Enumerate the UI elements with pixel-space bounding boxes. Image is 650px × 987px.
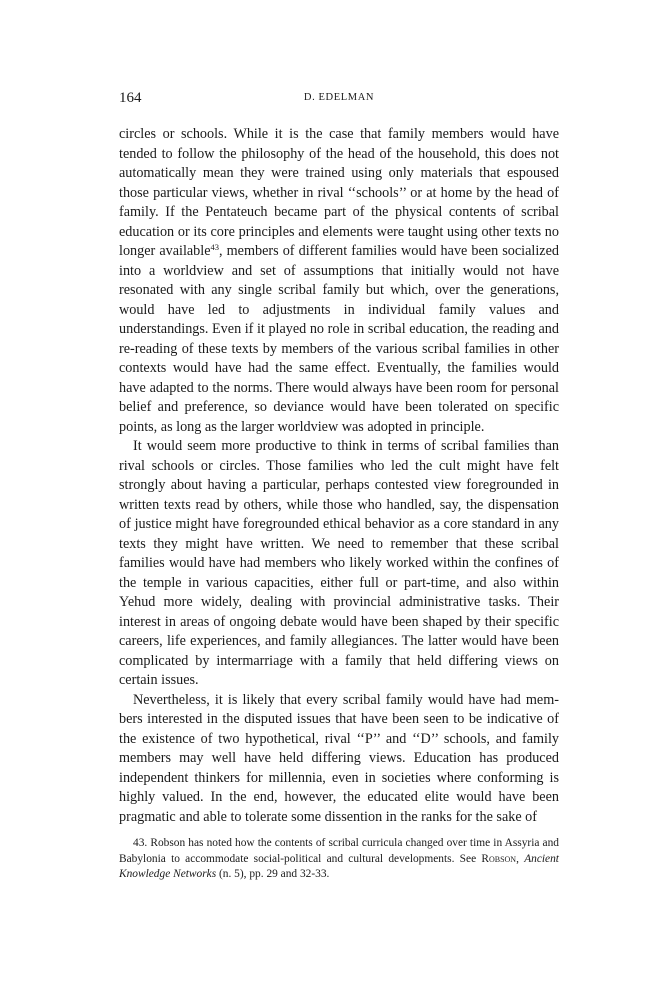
footnote-author: Robson — [481, 852, 517, 865]
footnote-separator: , — [516, 852, 525, 865]
paragraph-1 — [119, 125, 559, 437]
running-head — [119, 90, 559, 108]
paragraph-1-text-a: circles or schools. While it is the case that family members would have tended to follow the philosophy of the head of the household, this does not automatically mean they were trained using only materials that espoused those particular views, whether in rival ‘‘schools’’ or at home by the head of family. If the Pentateuch became part of the physical contents of scribal education or its core principles and elements were taught using other texts no longer available — [119, 126, 559, 259]
footnote-number: 43. — [133, 837, 148, 849]
running-title: D. EDELMAN — [303, 92, 375, 103]
paragraph-3: Nevertheless, it is likely that every scribal family would have had members interested in the disputed issues that have been seen to be indicative of the existence of two hypothetical, rival ‘‘P’’ and ‘‘D’’ schools, and family members may well have held differing views. Education has produced independent thinkers for millennia, even in societies where conforming is highly valued. In the end, however, the educated elite would have been pragmatic and able to tolerate some dissention in the ranks for the sake of — [119, 691, 559, 825]
paragraph-1-text-b: , members of different families would have been socialized into a worldview and set of assumptions that initially would not have resonated with any single scribal family but which, over the generations, would have led to adjustments in individual family values and understandings. Even if it played no role in scribal education, the reading and re-reading of these texts by members of the various scribal families in other contexts would have had the same effect. Eventually, the families would have adapted to the norms. There would always have been room for personal belief and preference, so deviance would have been tolerated on specific points, as long as the larger worldview was adopted in principle. — [119, 243, 559, 435]
footnote-43 — [119, 836, 559, 883]
page-number: 164 — [119, 90, 142, 106]
footnote-text-a: Robson has noted how the contents of scribal curricula changed over time in Assyria and Babylonia to accommodate social-political and cultural developments. See — [119, 837, 559, 865]
paragraph-2: It would seem more productive to think in terms of scribal families than rival schools or circles. Those families who led the cult might have felt strongly about having a particular, perhaps contested view foregrounded in written texts read by others, while those who handled, say, the dispensation of justice might have foregrounded ethical behavior as a core standard in any texts they might have written. We need to remember that these scribal families would have had members who likely worked within the confines of the temple in various capacities, either full or part-time, and also within Yehud more widely, dealing with provincial administrative tasks. Their interest in areas of ongoing debate would have been shaped by their specific careers, life experiences, and family allegiances. The latter would have been complicated by intermarriage with a family that held differing views on certain issues. — [119, 438, 559, 688]
footnote — [119, 836, 559, 883]
footnote-text-b: (n. 5), pp. 29 and 32-33. — [216, 868, 330, 880]
footnote-book-title: Ancient Knowledge Networks — [119, 852, 559, 880]
body-text — [119, 125, 559, 827]
footnote-reference: 43 — [210, 242, 220, 252]
